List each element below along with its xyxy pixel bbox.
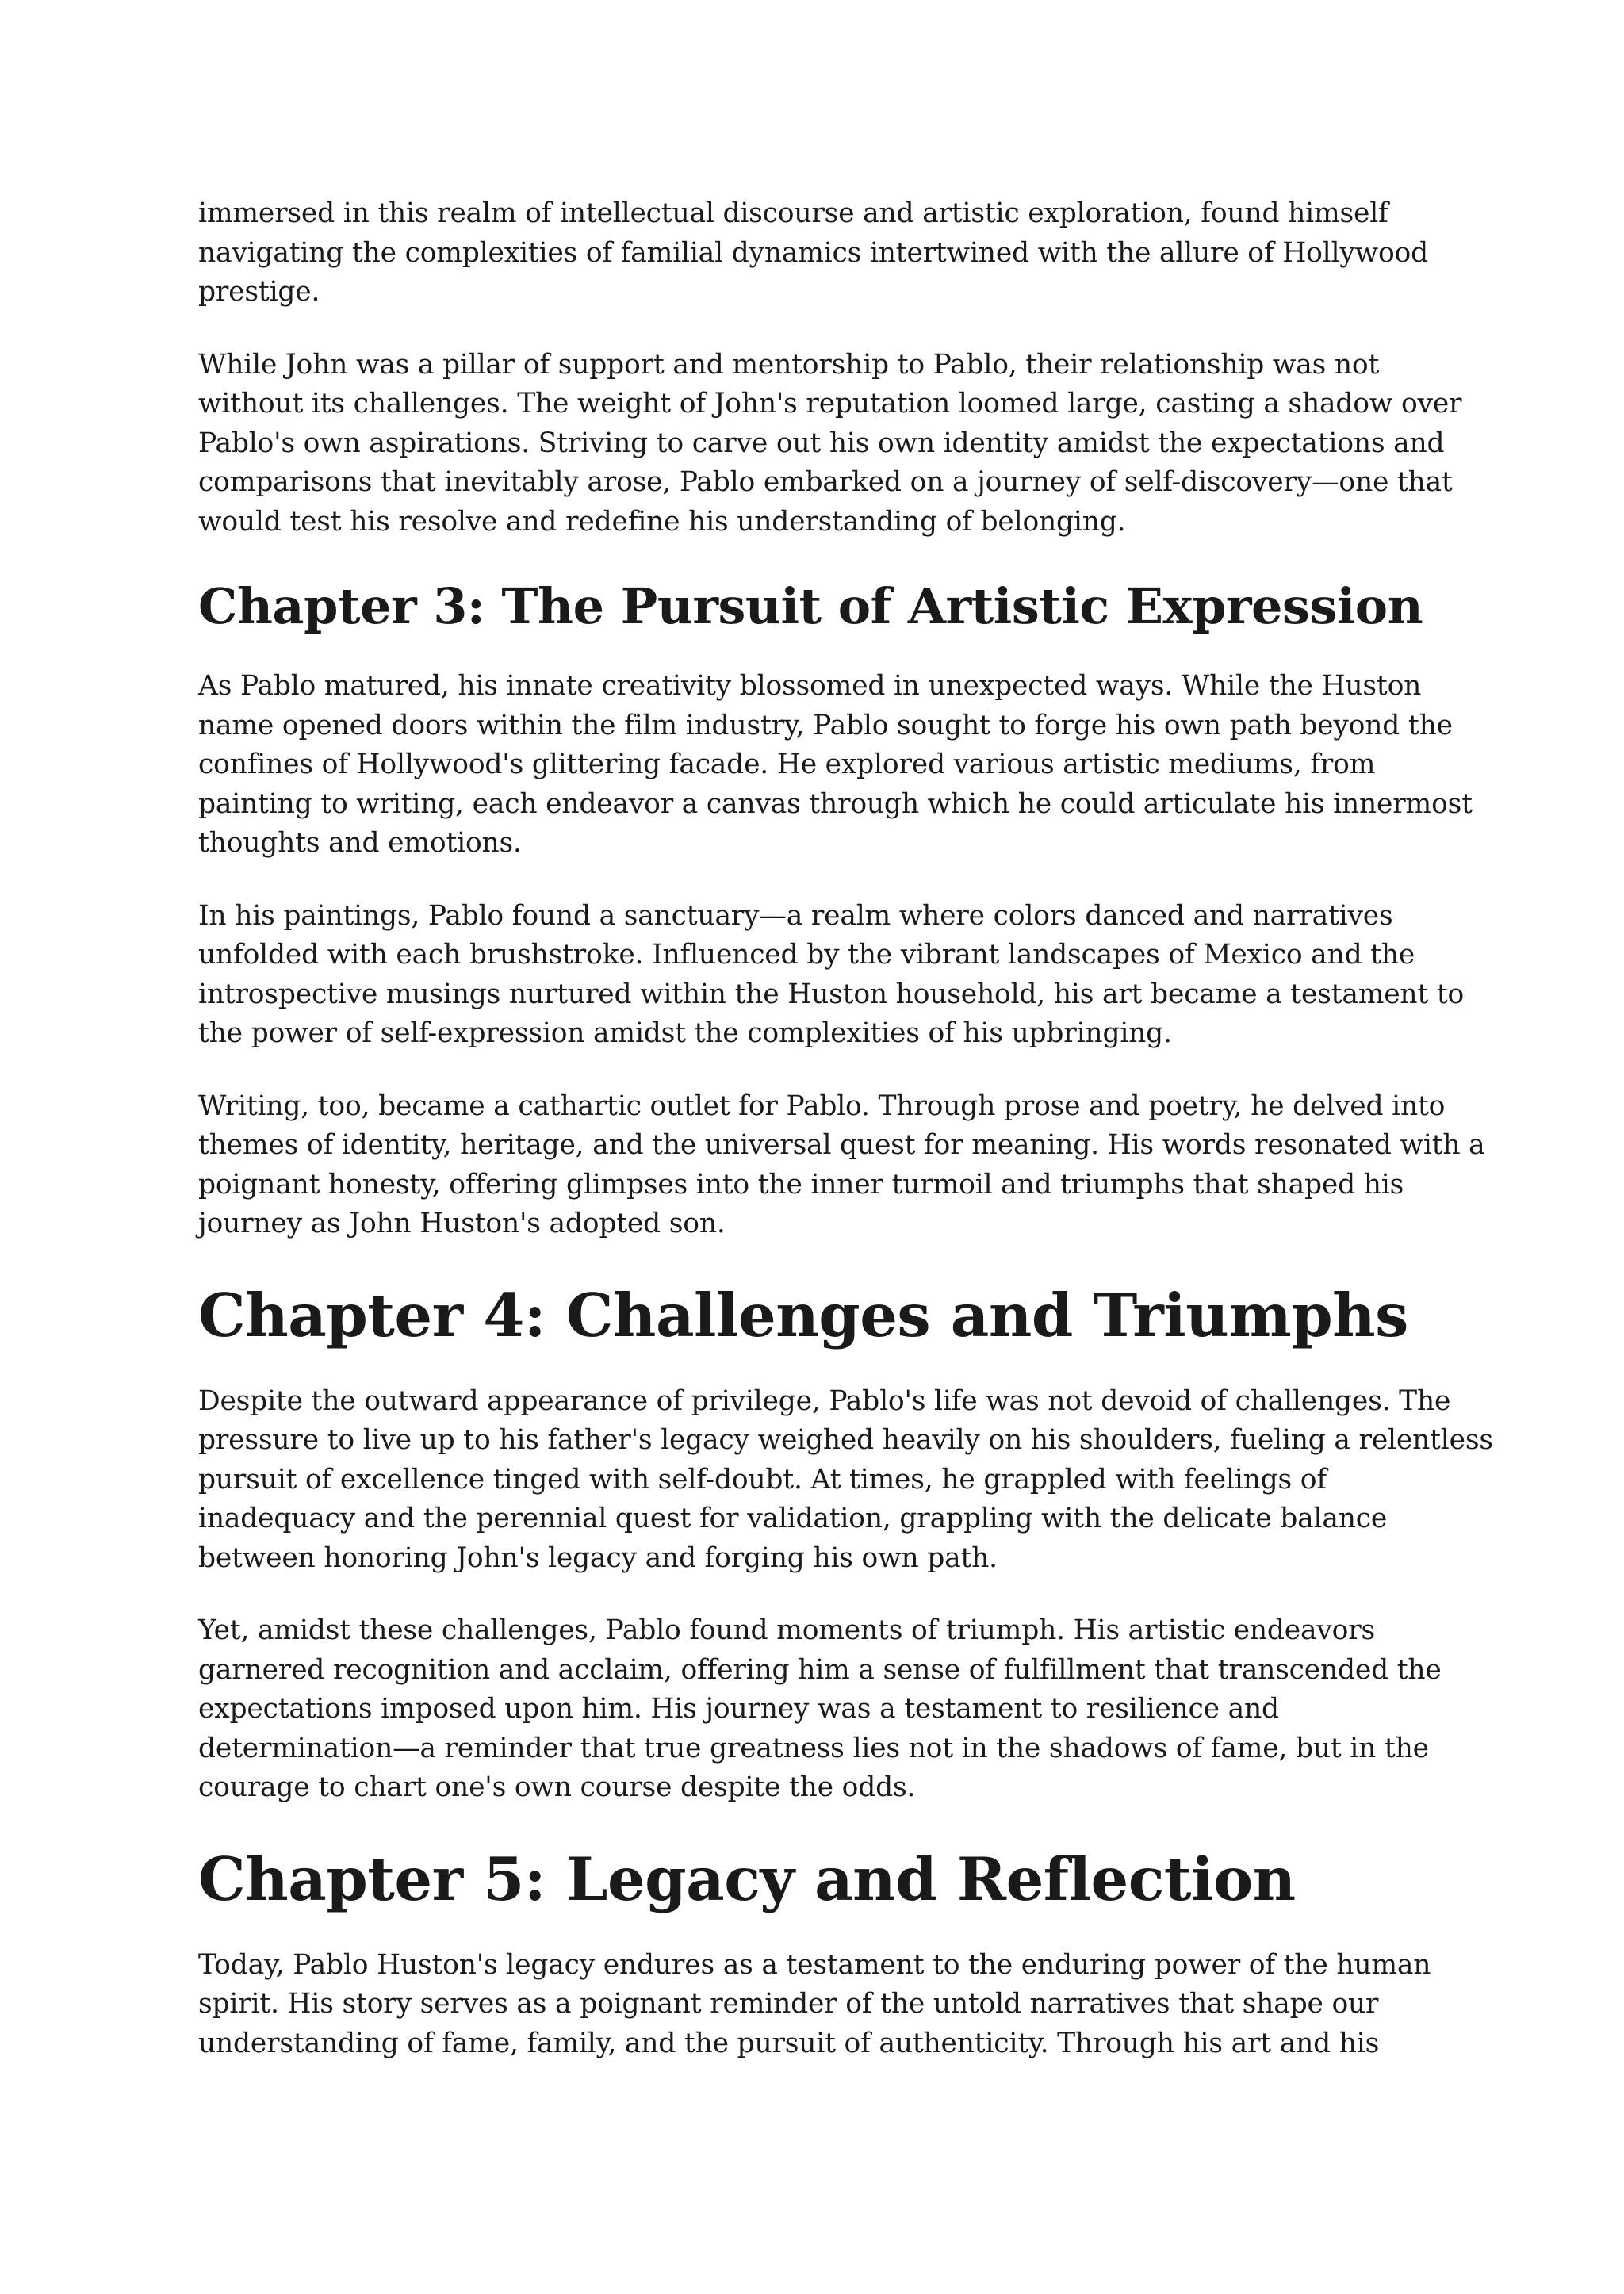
text-line: Writing, too, became a cathartic outlet for Pablo. Through prose and poetry, he delved into xyxy=(198,1090,1446,1122)
paragraph-4 xyxy=(198,897,1465,1054)
text-line: As Pablo matured, his innate creativity blossomed in unexpected ways. While the Huston xyxy=(198,670,1422,702)
paragraph-5 xyxy=(198,1087,1485,1244)
text-line: painting to writing, each endeavor a canvas through which he could articulate his innermost xyxy=(198,787,1473,820)
text-line: would test his resolve and redefine his understanding of belonging. xyxy=(198,505,1126,538)
text-line: immersed in this realm of intellectual discourse and artistic exploration, found himself xyxy=(198,197,1388,229)
text-line: journey as John Huston's adopted son. xyxy=(198,1208,726,1239)
text-line: determination—a reminder that true greatness lies not in the shadows of fame, but in the xyxy=(198,1732,1429,1764)
text-line: without its challenges. The weight of John's reputation loomed large, casting a shadow over xyxy=(198,388,1462,419)
paragraph-8 xyxy=(198,1946,1459,2064)
text-line: While John was a pillar of support and mentorship to Pablo, their relationship was not xyxy=(198,348,1380,381)
paragraph-3 xyxy=(198,667,1473,864)
document-page xyxy=(198,194,1493,2097)
text-line: inadequacy and the perennial quest for validation, grappling with the delicate balance xyxy=(198,1503,1388,1534)
text-line: Pablo's own aspirations. Striving to carve out his own identity amidst the expectations and xyxy=(198,427,1445,459)
text-line: unfolded with each brushstroke. Influenced by the vibrant landscapes of Mexico and the xyxy=(198,939,1415,971)
paragraph-2 xyxy=(198,346,1462,542)
chapter-4-heading: Chapter 4: Challenges and Triumphs xyxy=(198,1280,1408,1350)
text-line: understanding of fame, family, and the pursuit of authenticity. Through his art and his xyxy=(198,2027,1380,2059)
text-line: the power of self-expression amidst the complexities of his upbringing. xyxy=(198,1017,1172,1049)
text-line: Yet, amidst these challenges, Pablo found moments of triumph. His artistic endeavors xyxy=(198,1614,1376,1646)
text-line: themes of identity, heritage, and the universal quest for meaning. His words resonated with a xyxy=(198,1129,1485,1161)
text-line: name opened doors within the film industry, Pablo sought to forge his own path beyond the xyxy=(198,709,1453,741)
paragraph-7 xyxy=(198,1611,1459,1808)
text-line: confines of Hollywood's glittering facade. He explored various artistic mediums, from xyxy=(198,749,1376,780)
text-line: poignant honesty, offering glimpses into the inner turmoil and triumphs that shaped his xyxy=(198,1168,1404,1201)
text-line: spirit. His story serves as a poignant reminder of the untold narratives that shape our xyxy=(198,1988,1379,2020)
text-line: courage to chart one's own course despite the odds. xyxy=(198,1771,916,1803)
text-line: garnered recognition and acclaim, offering him a sense of fulfillment that transcended the xyxy=(198,1653,1442,1686)
chapter-5-heading: Chapter 5: Legacy and Reflection xyxy=(198,1844,1296,1914)
text-line: navigating the complexities of familial dynamics intertwined with the allure of Hollywood xyxy=(198,236,1428,269)
paragraph-6 xyxy=(198,1382,1493,1579)
text-line: prestige. xyxy=(198,276,320,308)
text-line: thoughts and emotions. xyxy=(198,827,522,859)
text-line: comparisons that inevitably arose, Pablo embarked on a journey of self-discovery—one that xyxy=(198,466,1453,498)
text-line: expectations imposed upon him. His journey was a testament to resilience and xyxy=(198,1693,1279,1725)
text-line: between honoring John's legacy and forging his own path. xyxy=(198,1541,998,1574)
text-line: In his paintings, Pablo found a sanctuary—a realm where colors danced and narratives xyxy=(198,899,1393,932)
paragraph-1 xyxy=(198,194,1459,312)
text-line: Today, Pablo Huston's legacy endures as a testament to the enduring power of the human xyxy=(198,1948,1431,1981)
text-line: pursuit of excellence tinged with self-doubt. At times, he grappled with feelings of xyxy=(198,1463,1327,1496)
text-line: introspective musings nurtured within the Huston household, his art became a testament to xyxy=(198,978,1465,1010)
chapter-3-heading: Chapter 3: The Pursuit of Artistic Expression xyxy=(198,577,1423,635)
text-line: Despite the outward appearance of privilege, Pablo's life was not devoid of challenges. The xyxy=(198,1384,1451,1417)
text-line: pressure to live up to his father's legacy weighed heavily on his shoulders, fueling a relentless xyxy=(198,1424,1493,1456)
